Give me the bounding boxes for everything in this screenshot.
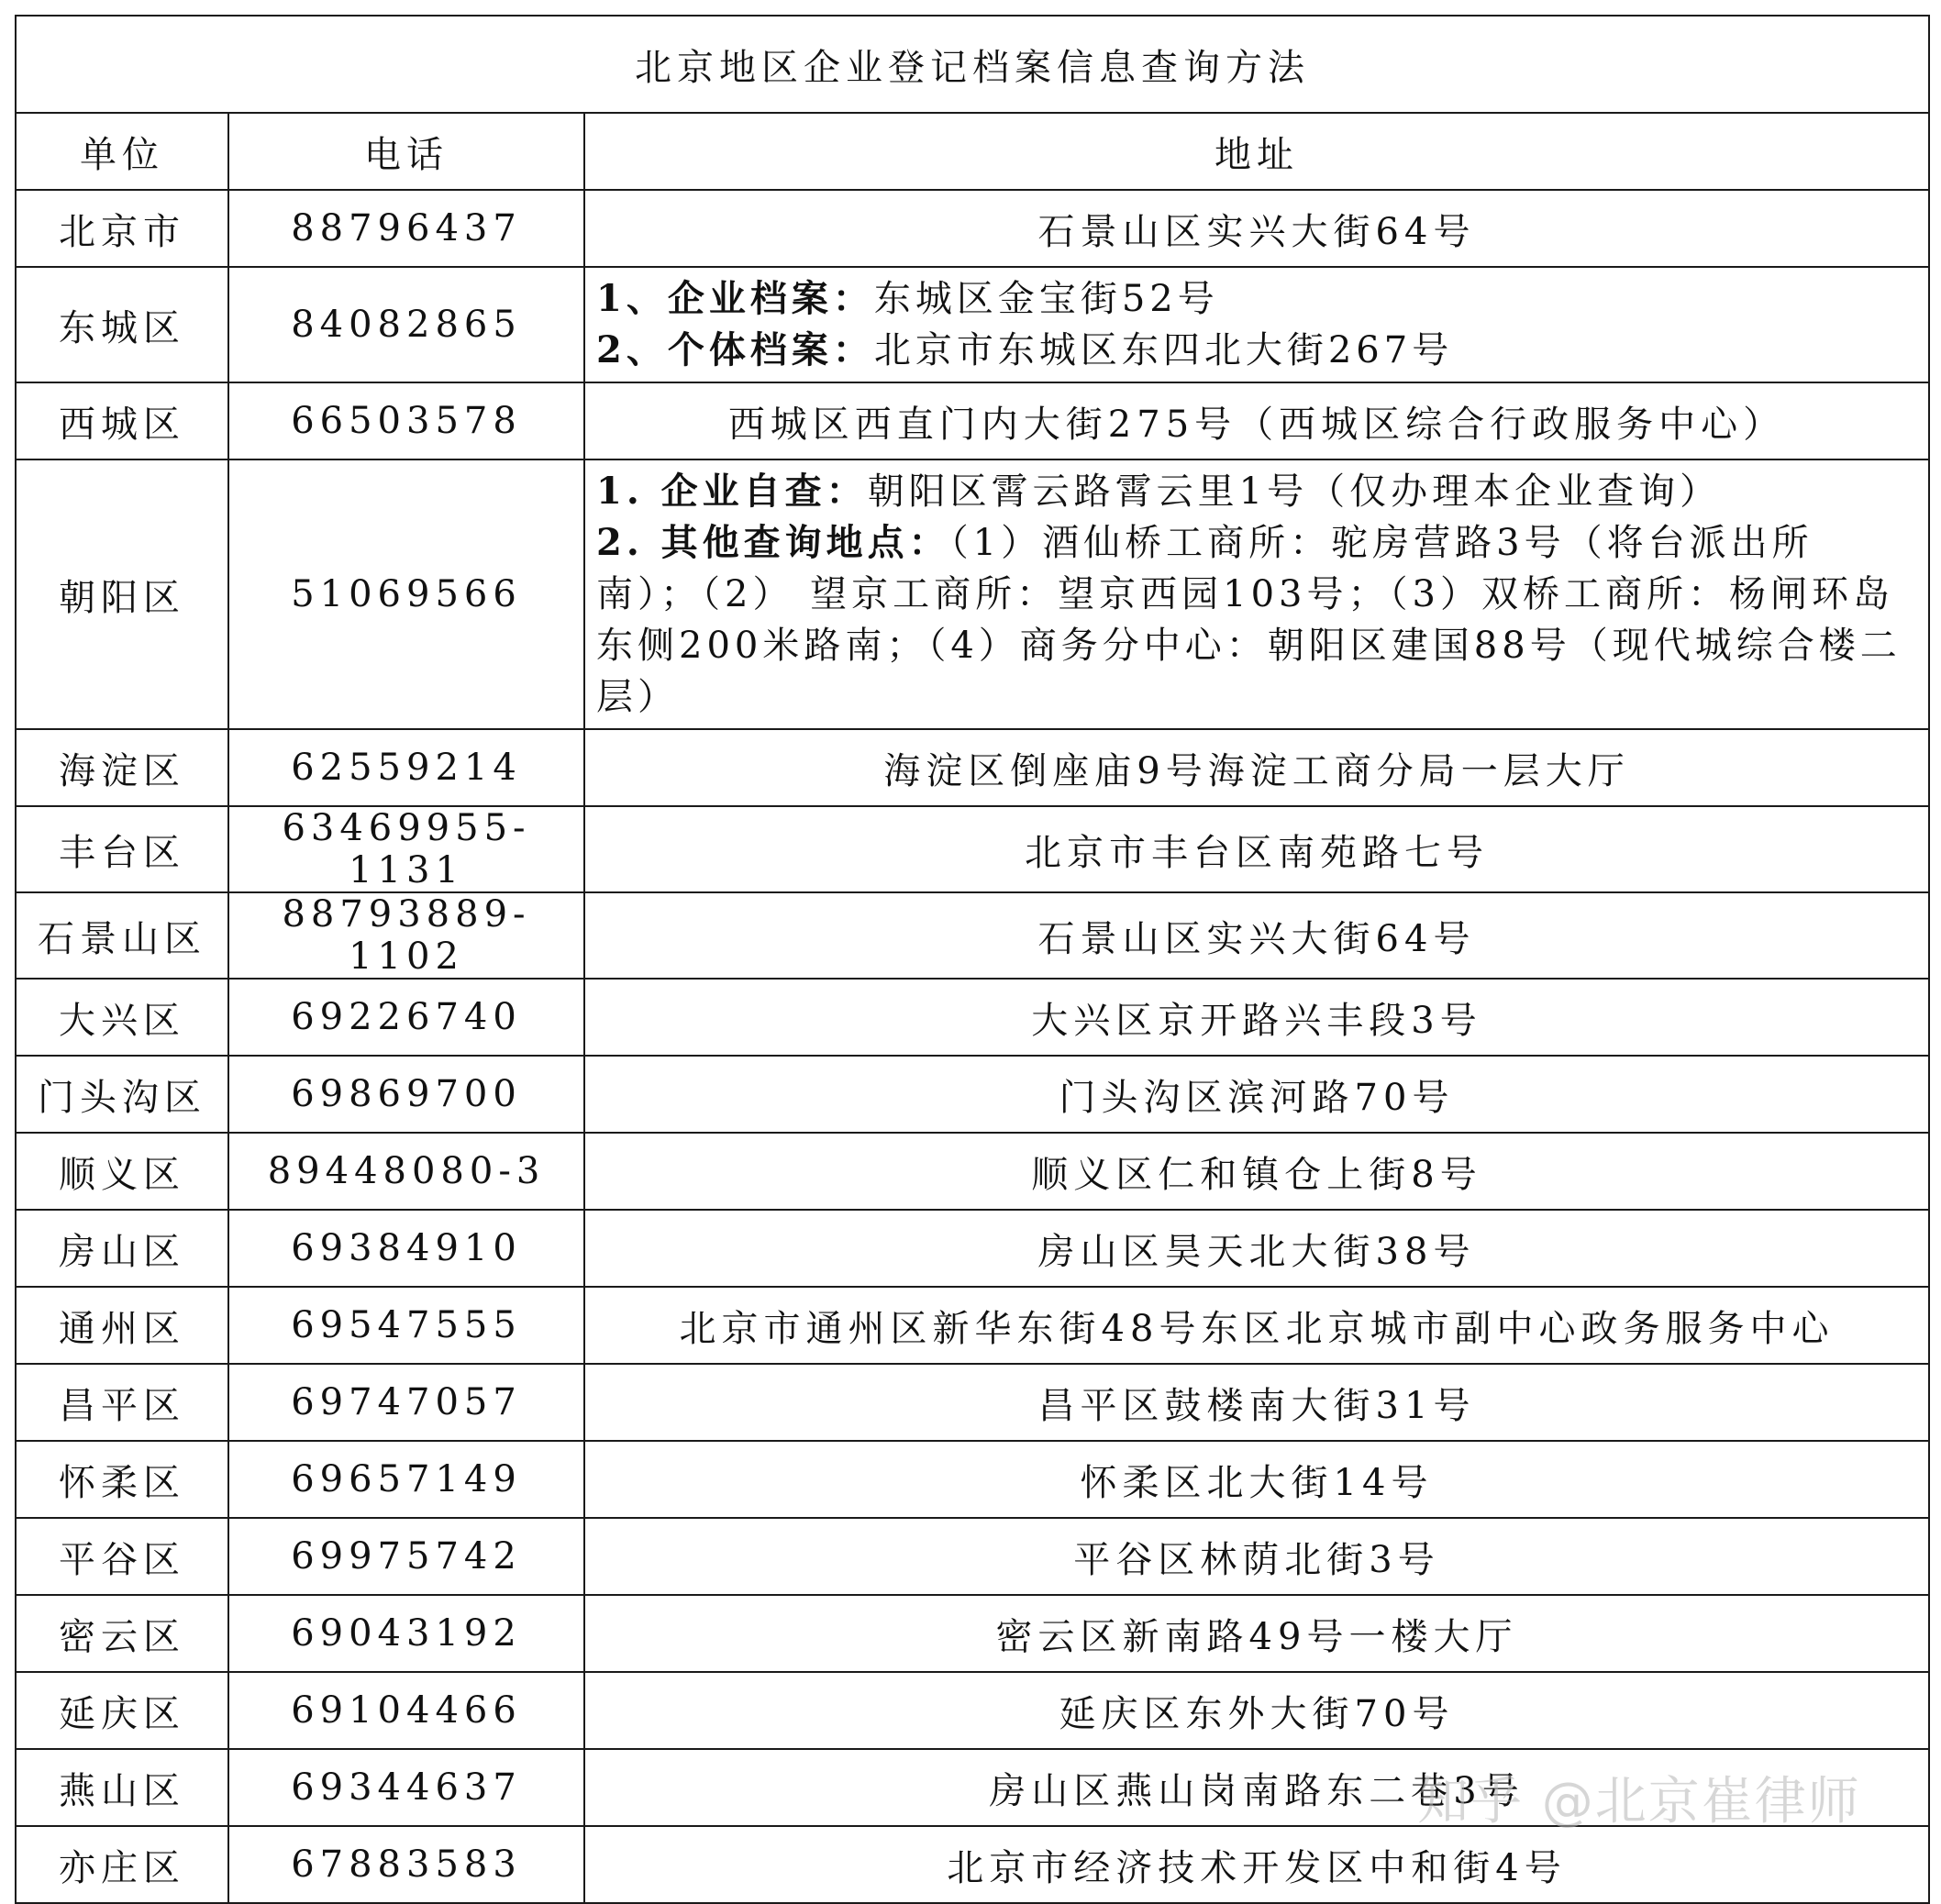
cell-address: 房山区昊天北大街38号 — [584, 1210, 1929, 1287]
table-row — [16, 1672, 1929, 1749]
cell-address: 顺义区仁和镇仓上街8号 — [584, 1133, 1929, 1210]
cell-unit: 北京市 — [16, 190, 228, 267]
cell-address: 平谷区林荫北街3号 — [584, 1518, 1929, 1595]
cell-phone: 69384910 — [228, 1210, 584, 1287]
cell-address: 密云区新南路49号一楼大厅 — [584, 1595, 1929, 1672]
cell-address — [584, 459, 1929, 729]
address-line-text: 东城区金宝街52号 — [873, 278, 1219, 320]
address-line-label: 2、个体档案： — [596, 328, 874, 371]
cell-unit: 房山区 — [16, 1210, 228, 1287]
table-row — [16, 1364, 1929, 1441]
table-row — [16, 806, 1929, 892]
cell-unit: 石景山区 — [16, 892, 228, 979]
cell-unit: 亦庄区 — [16, 1826, 228, 1903]
table-row — [16, 1518, 1929, 1595]
cell-unit: 怀柔区 — [16, 1441, 228, 1518]
watermark: 知乎 @北京崔律师 — [1417, 1772, 1861, 1832]
table-row — [16, 729, 1929, 806]
cell-phone: 67883583 — [228, 1826, 584, 1903]
cell-address: 大兴区京开路兴丰段3号 — [584, 979, 1929, 1056]
cell-unit: 昌平区 — [16, 1364, 228, 1441]
cell-address: 门头沟区滨河路70号 — [584, 1056, 1929, 1133]
cell-phone: 88793889-1102 — [228, 892, 584, 979]
cell-phone: 69747057 — [228, 1364, 584, 1441]
cell-address: 昌平区鼓楼南大街31号 — [584, 1364, 1929, 1441]
cell-unit: 门头沟区 — [16, 1056, 228, 1133]
address-line — [596, 325, 1917, 376]
registry-table — [15, 15, 1930, 1904]
cell-address: 海淀区倒座庙9号海淀工商分局一层大厅 — [584, 729, 1929, 806]
cell-phone: 69547555 — [228, 1287, 584, 1364]
table-title: 北京地区企业登记档案信息查询方法 — [16, 16, 1929, 113]
cell-unit: 密云区 — [16, 1595, 228, 1672]
address-line-label: 1、企业档案： — [596, 277, 874, 320]
table-row — [16, 1595, 1929, 1672]
cell-unit: 西城区 — [16, 382, 228, 459]
address-line-label: 2. 其他查询地点： — [596, 521, 950, 564]
cell-unit: 顺义区 — [16, 1133, 228, 1210]
cell-phone: 69657149 — [228, 1441, 584, 1518]
cell-address: 怀柔区北大街14号 — [584, 1441, 1929, 1518]
table-row — [16, 1826, 1929, 1903]
cell-phone: 62559214 — [228, 729, 584, 806]
cell-phone: 89448080-3 — [228, 1133, 584, 1210]
cell-phone: 69869700 — [228, 1056, 584, 1133]
cell-phone: 69344637 — [228, 1749, 584, 1826]
address-line-text: 北京市东城区东四北大街267号 — [873, 329, 1454, 371]
address-line-label: 1. 企业自查： — [596, 470, 868, 513]
cell-phone: 88796437 — [228, 190, 584, 267]
cell-unit: 通州区 — [16, 1287, 228, 1364]
cell-address: 延庆区东外大街70号 — [584, 1672, 1929, 1749]
cell-unit: 大兴区 — [16, 979, 228, 1056]
header-unit: 单位 — [16, 113, 228, 190]
cell-address: 北京市丰台区南苑路七号 — [584, 806, 1929, 892]
cell-address — [584, 267, 1929, 382]
address-line-text: （1）酒仙桥工商所：驼房营路3号（将台派出所南）；（2） 望京工商所：望京西园103号；（3）双桥工商所：杨闸环岛东侧200米路南；（4）商务分中心：朝阳区建国88号（现代城综合楼二层） — [596, 522, 1902, 718]
table-row — [16, 1210, 1929, 1287]
address-line — [596, 466, 1917, 517]
cell-unit: 燕山区 — [16, 1749, 228, 1826]
table-row — [16, 1133, 1929, 1210]
cell-address: 西城区西直门内大街275号（西城区综合行政服务中心） — [584, 382, 1929, 459]
cell-phone: 63469955-1131 — [228, 806, 584, 892]
cell-unit: 东城区 — [16, 267, 228, 382]
cell-unit: 丰台区 — [16, 806, 228, 892]
table-row — [16, 1749, 1929, 1826]
cell-address: 房山区燕山岗南路东二巷3号 — [584, 1749, 1929, 1826]
cell-unit: 海淀区 — [16, 729, 228, 806]
table-row — [16, 1056, 1929, 1133]
table-row — [16, 382, 1929, 459]
cell-phone: 66503578 — [228, 382, 584, 459]
header-phone: 电话 — [228, 113, 584, 190]
address-line — [596, 517, 1917, 723]
cell-phone: 69104466 — [228, 1672, 584, 1749]
table-row — [16, 190, 1929, 267]
cell-address: 北京市经济技术开发区中和街4号 — [584, 1826, 1929, 1903]
header-address: 地址 — [584, 113, 1929, 190]
cell-unit: 平谷区 — [16, 1518, 228, 1595]
table-row — [16, 1287, 1929, 1364]
cell-phone: 69226740 — [228, 979, 584, 1056]
cell-unit: 朝阳区 — [16, 459, 228, 729]
cell-phone: 51069566 — [228, 459, 584, 729]
cell-phone: 84082865 — [228, 267, 584, 382]
table-row — [16, 979, 1929, 1056]
cell-address: 石景山区实兴大街64号 — [584, 892, 1929, 979]
header-row — [16, 113, 1929, 190]
address-line — [596, 273, 1917, 325]
cell-address: 石景山区实兴大街64号 — [584, 190, 1929, 267]
cell-address: 北京市通州区新华东街48号东区北京城市副中心政务服务中心 — [584, 1287, 1929, 1364]
cell-phone: 69975742 — [228, 1518, 584, 1595]
cell-phone: 69043192 — [228, 1595, 584, 1672]
table-row — [16, 459, 1929, 729]
table-row — [16, 892, 1929, 979]
address-line-text: 朝阳区霄云路霄云里1号（仅办理本企业查询） — [867, 470, 1722, 513]
table-row — [16, 267, 1929, 382]
cell-unit: 延庆区 — [16, 1672, 228, 1749]
table-row — [16, 1441, 1929, 1518]
